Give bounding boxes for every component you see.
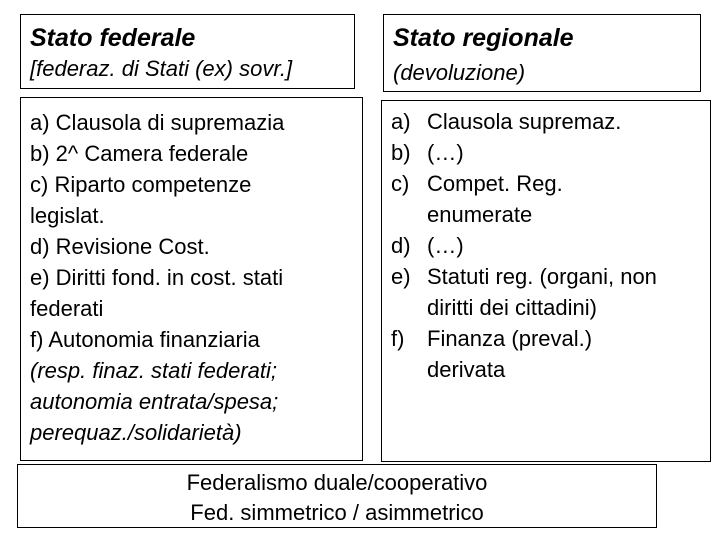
regional-feature-text: (…) xyxy=(427,233,464,258)
federal-feature-list xyxy=(30,107,362,448)
regional-feature-item xyxy=(391,106,710,137)
federal-state-features xyxy=(20,97,363,461)
regional-feature-text: diritti dei cittadini) xyxy=(427,295,597,320)
federal-feature-line: b) 2^ Camera federale xyxy=(30,141,249,166)
federal-finance-note: autonomia entrata/spesa; xyxy=(30,389,279,414)
regional-feature-text: (…) xyxy=(427,140,464,165)
federalism-dual-cooperative: Federalismo duale/cooperativo xyxy=(186,470,488,495)
list-marker: b) xyxy=(391,140,411,165)
list-marker: c) xyxy=(391,171,410,196)
regional-feature-list xyxy=(391,106,710,385)
federal-feature-line: e) Diritti fond. in cost. stati xyxy=(30,265,284,290)
regional-feature-text: enumerate xyxy=(427,202,533,227)
regional-feature-item xyxy=(391,323,710,385)
federal-finance-note: perequaz./solidarietà) xyxy=(30,420,242,445)
regional-feature-text: Finanza (preval.) xyxy=(427,326,593,351)
regional-feature-text: Compet. Reg. xyxy=(427,171,563,196)
list-marker: d) xyxy=(391,233,411,258)
regional-feature-item xyxy=(391,168,710,230)
federal-state-title: Stato federale xyxy=(30,24,196,52)
regional-state-title: Stato regionale xyxy=(393,24,574,52)
regional-feature-text: Clausola supremaz. xyxy=(427,109,622,134)
regional-feature-item xyxy=(391,137,710,168)
federal-feature-line: f) Autonomia finanziaria xyxy=(30,327,260,352)
regional-feature-item xyxy=(391,261,710,323)
list-marker: a) xyxy=(391,109,411,134)
federal-feature-line: legislat. xyxy=(30,203,105,228)
federal-feature-line: a) Clausola di supremazia xyxy=(30,110,285,135)
federal-feature-line: c) Riparto competenze xyxy=(30,172,252,197)
regional-feature-text: derivata xyxy=(427,357,506,382)
federal-feature-line: federati xyxy=(30,296,104,321)
federal-state-subtitle: [federaz. di Stati (ex) sovr.] xyxy=(30,56,293,81)
regional-state-features xyxy=(381,100,711,462)
list-marker: e) xyxy=(391,264,411,289)
regional-state-header xyxy=(383,14,701,92)
federal-state-header xyxy=(20,14,355,89)
federalism-symmetric-asymmetric: Fed. simmetrico / asimmetrico xyxy=(190,500,484,525)
federalism-types-box xyxy=(17,464,657,528)
regional-state-subtitle: (devoluzione) xyxy=(393,60,526,85)
federal-finance-note: (resp. finaz. stati federati; xyxy=(30,358,277,383)
regional-feature-text: Statuti reg. (organi, non xyxy=(427,264,657,289)
list-marker: f) xyxy=(391,326,405,351)
federal-feature-line: d) Revisione Cost. xyxy=(30,234,210,259)
regional-feature-item xyxy=(391,230,710,261)
